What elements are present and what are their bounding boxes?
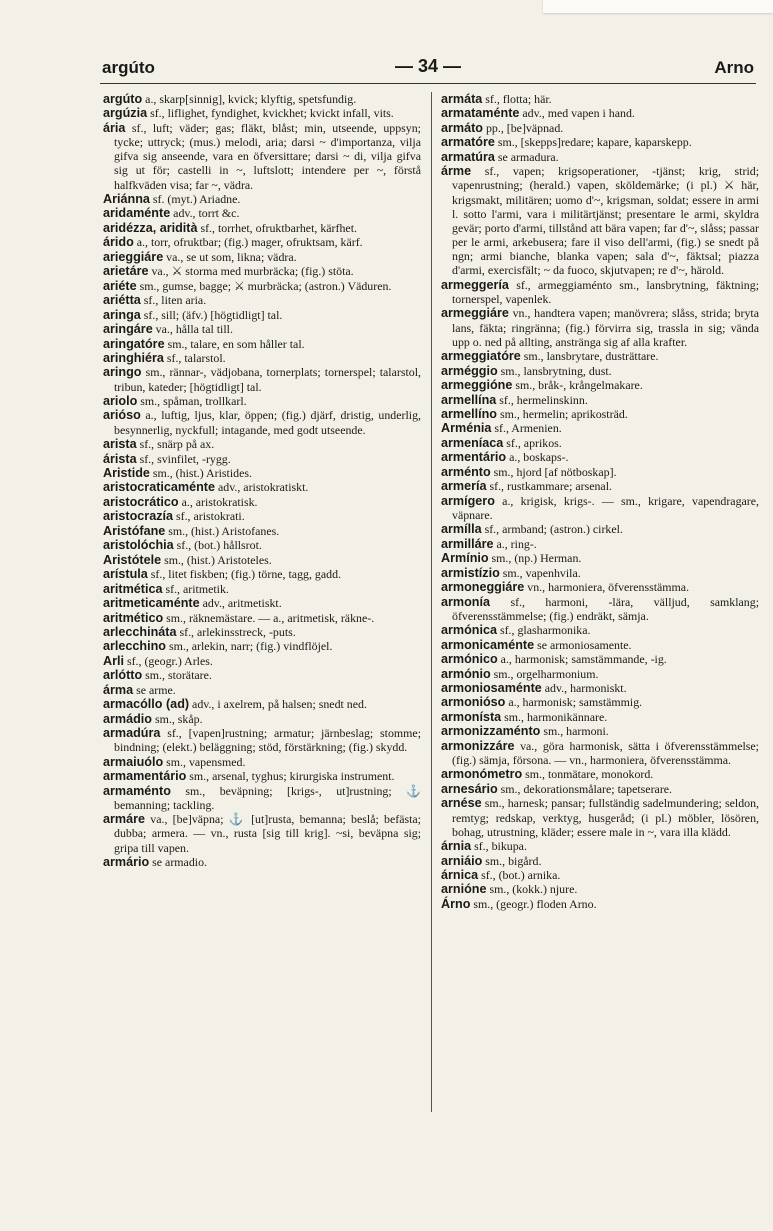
entry-headword: arnesário xyxy=(441,781,498,796)
entry-headword: arista xyxy=(103,437,137,452)
entry-definition: sf., svinfilet, -rygg. xyxy=(136,451,231,466)
dictionary-entry xyxy=(441,580,759,594)
dictionary-entry xyxy=(103,784,421,812)
entry-definition: sm., gumse, bagge; ⚔ murbräcka; (astron.) Väduren. xyxy=(136,278,392,293)
dictionary-entry xyxy=(103,538,421,552)
dictionary-entry xyxy=(103,567,421,581)
entry-headword: armonióso xyxy=(441,695,506,710)
dictionary-entry xyxy=(103,264,421,278)
entry-definition: a., boskaps-. xyxy=(506,450,569,465)
entry-headword: armonía xyxy=(441,594,490,609)
dictionary-entry xyxy=(103,206,421,220)
entry-definition: sm., rännar-, vädjobana, tornerplats; tornerspel; talarstol, tribun, kateder; [högtidligt] tal. xyxy=(114,365,421,394)
dictionary-entry xyxy=(103,452,421,466)
entry-headword: armáta xyxy=(441,92,483,106)
entry-definition: sm., lansbrytare, dusträttare. xyxy=(520,349,659,364)
entry-definition: a., ring-. xyxy=(493,536,537,551)
entry-definition: sf., bikupa. xyxy=(471,839,527,854)
dictionary-entry xyxy=(441,882,759,896)
entry-headword: ariéte xyxy=(103,278,137,293)
entry-headword: árista xyxy=(103,451,137,466)
entry-headword: armónico xyxy=(441,652,498,667)
entry-definition: sf., (bot.) arnika. xyxy=(478,868,561,883)
dictionary-entry xyxy=(441,407,759,421)
dictionary-entry xyxy=(103,712,421,726)
entry-headword: armáto xyxy=(441,120,483,135)
entry-definition: adv., harmoniskt. xyxy=(541,681,627,696)
entry-definition: vn., harmoniera, öfverensstämma. xyxy=(524,580,690,595)
dictionary-entry xyxy=(441,566,759,580)
entry-definition: sm., bigård. xyxy=(482,853,542,868)
entry-definition: va., se ut som, likna; vädra. xyxy=(163,249,297,264)
dictionary-entry xyxy=(103,697,421,711)
entry-definition: sm., [skepps]redare; kapare, kaparskepp. xyxy=(494,135,692,150)
entry-definition: se arme. xyxy=(133,682,176,697)
header-right-guide-word: Arno xyxy=(714,58,754,77)
entry-headword: aridaménte xyxy=(103,206,171,221)
entry-definition: vn., handtera vapen; manövrera; slåss, strida; bryta lans, fäkta; ringränna; (fig.) förvirra sig, trassla in sig; vända upp o. ned på allting, anstränga sig af alla krafter. xyxy=(452,306,759,349)
dictionary-entry xyxy=(103,308,421,322)
entry-headword: armónica xyxy=(441,623,497,638)
entry-headword: armoniosaménte xyxy=(441,681,542,696)
entry-definition: sm., tonmätare, monokord. xyxy=(522,767,654,782)
dictionary-entry xyxy=(103,250,421,264)
entry-definition: sm., talare, en som håller tal. xyxy=(164,336,305,351)
entry-headword: armellína xyxy=(441,392,497,407)
dictionary-entry xyxy=(441,378,759,392)
entry-definition: a., harmonisk; samstämmig. xyxy=(505,695,643,710)
dictionary-entry xyxy=(103,582,421,596)
entry-definition: sm., harnesk; pansar; fullständig sadelmundering; seldon, remtyg; redskap, verktyg, husgeråd; (i pl.) möbler, lösören, bohag, utrustning, kläder; essere male in ~, vara illa klädd. xyxy=(452,796,759,839)
header-rule xyxy=(100,83,756,84)
dictionary-entry xyxy=(103,639,421,653)
dictionary-entry xyxy=(103,611,421,625)
dictionary-entry xyxy=(441,494,759,522)
entry-headword: aringatóre xyxy=(103,336,165,351)
dictionary-entry xyxy=(103,106,421,120)
dictionary-entry xyxy=(103,293,421,307)
entry-definition: sf., armeggiaménto sm., lansbrytning, fäktning; tornerspel, vapenlek. xyxy=(452,277,759,306)
entry-definition: adv., med vapen i hand. xyxy=(519,106,635,121)
entry-definition: a., torr, ofruktbar; (fig.) mager, ofruktsam, kärf. xyxy=(133,235,363,250)
entry-definition: pp., [be]väpnad. xyxy=(483,120,564,135)
dictionary-entry xyxy=(441,710,759,724)
entry-headword: armaménto xyxy=(103,783,171,798)
entry-definition: sm., vapensmed. xyxy=(163,754,246,769)
entry-headword: armataménte xyxy=(441,106,520,121)
dictionary-entry xyxy=(103,121,421,192)
entry-headword: arlecchináta xyxy=(103,624,177,639)
dictionary-entry xyxy=(441,393,759,407)
entry-definition: sf., arlekinsstreck, -puts. xyxy=(176,624,296,639)
dictionary-entry xyxy=(103,408,421,436)
entry-headword: Aristide xyxy=(103,466,150,480)
dictionary-entry xyxy=(441,638,759,652)
dictionary-entry xyxy=(103,668,421,682)
entry-headword: armamentário xyxy=(103,769,187,784)
entry-definition: sf., [vapen]rustning; armatur; järnbeslag; stomme; bindning; (elekt.) beläggning; stöd, förstärkning; (fig.) skydd. xyxy=(114,726,421,755)
entry-headword: arietáre xyxy=(103,264,149,279)
dictionary-entry xyxy=(103,365,421,393)
dictionary-entry xyxy=(103,769,421,783)
entry-definition: va., göra harmonisk, sätta i öfverensstämmelse; (fig.) sämja, försona. — vn., harmoniera, öfverensstämma. xyxy=(452,738,759,767)
dictionary-entry xyxy=(103,235,421,249)
dictionary-entry xyxy=(103,92,421,106)
entry-headword: armoneggiáre xyxy=(441,580,525,595)
entry-definition: a., luftig, ljus, klar, öppen; (fig.) djärf, dristig, underlig, besynnerlig, nyckfull; intagande, med godt utseende. xyxy=(114,408,421,437)
entry-headword: arióso xyxy=(103,408,141,423)
dictionary-entry xyxy=(103,437,421,451)
entry-headword: ariolo xyxy=(103,394,138,409)
entry-definition: sm., arlekin, narr; (fig.) vindflöjel. xyxy=(166,639,333,654)
entry-definition: sf., (bot.) hållsrot. xyxy=(173,538,262,553)
entry-headword: árma xyxy=(103,682,134,697)
entry-definition: sf., flotta; här. xyxy=(482,92,552,106)
entry-headword: aristocrazía xyxy=(103,509,174,524)
dictionary-entry xyxy=(103,279,421,293)
entry-headword: Arménia xyxy=(441,421,492,436)
dictionary-entry xyxy=(103,524,421,538)
entry-headword: armacóllo (ad) xyxy=(103,697,190,712)
dictionary-entry xyxy=(441,868,759,882)
entry-headword: aringa xyxy=(103,307,141,322)
entry-definition: sm., dekorationsmålare; tapetserare. xyxy=(497,781,673,796)
entry-definition: sm., (np.) Herman. xyxy=(488,551,582,566)
dictionary-entry xyxy=(441,695,759,709)
entry-definition: va., [be]väpna; ⚓ [ut]rusta, bemanna; beslå; befästa; dubba; armera. — vn., rusta [sig till krig]. ~si, beväpna sig; gripa till vapen. xyxy=(114,812,421,855)
entry-headword: armonómetro xyxy=(441,767,523,782)
dictionary-entry xyxy=(441,724,759,738)
entry-definition: sf., talarstol. xyxy=(163,350,226,365)
entry-headword: Armínio xyxy=(441,551,489,566)
entry-headword: arístula xyxy=(103,567,148,582)
dictionary-entry xyxy=(441,364,759,378)
dictionary-entry xyxy=(441,537,759,551)
entry-definition: sm., räknemästare. — a., aritmetisk, räkne-. xyxy=(163,610,375,625)
entry-headword: arméggio xyxy=(441,363,498,378)
dictionary-entry xyxy=(441,479,759,493)
entry-definition: adv., aritmetiskt. xyxy=(199,596,282,611)
dictionary-entry xyxy=(441,306,759,348)
dictionary-entry xyxy=(103,337,421,351)
dictionary-entry xyxy=(441,551,759,565)
entry-headword: Árno xyxy=(441,896,471,911)
entry-definition: sf., (geogr.) Arles. xyxy=(124,653,213,668)
entry-headword: arnióne xyxy=(441,882,487,897)
entry-headword: armaiuólo xyxy=(103,754,164,769)
dictionary-entry xyxy=(441,739,759,767)
entry-headword: armeggióne xyxy=(441,378,513,393)
dictionary-entry xyxy=(103,480,421,494)
entry-headword: argúto xyxy=(103,92,143,106)
entry-definition: sf., luft; väder; gas; fläkt, blåst; min, utseende, uppsyn; tycke; uttryck; (mus.) melodi, aria; darsi ~ d'importanza, vilja gifva sig anseende, vara en öfversittare; darsi ~ di, vilja gifva sig ut för; castelli in ~, luftslott; intendere per ~, förstå halfkväden visa; far ~, vädra. xyxy=(114,120,421,192)
entry-definition: sf., vapen; krigsoperationer, -tjänst; krig, strid; vapenrustning; (herald.) vapen, sköldemärke; (i pl.) ⚔ här, krigsmakt, militären; uomo d'~, krigsman, soldat; essere in armi l. sotto l'armi, vara i militärtjänst; presentare le armi, skyldra gevär; porto d'armi, tillstånd att bära vapen; far d'~, slåss; passar per le armi, arkebusera; fare il viso dell'armi, (fig.) se snedt på ngn; armi bianche, blanka vapen; sala d'~, fäktsal; piazza d'armi, exercisfält; ~ da fuoco, skjutvapen; re d'~, härold. xyxy=(452,164,759,278)
entry-headword: armário xyxy=(103,855,150,870)
entry-definition: sm., bråk-, krångelmakare. xyxy=(512,378,643,393)
entry-headword: árnia xyxy=(441,839,472,854)
entry-definition: sf., snärp på ax. xyxy=(136,437,215,452)
dictionary-entry xyxy=(441,839,759,853)
entry-headword: árnica xyxy=(441,868,479,883)
entry-headword: aristolóchia xyxy=(103,538,174,553)
entry-headword: armonísta xyxy=(441,709,502,724)
entry-definition: se armoniosamente. xyxy=(534,637,632,652)
entry-headword: armígero xyxy=(441,493,495,508)
page-header xyxy=(102,52,754,82)
dictionary-entry xyxy=(103,322,421,336)
entry-definition: sm., skåp. xyxy=(152,711,203,726)
entry-headword: aritmético xyxy=(103,610,164,625)
dictionary-entry xyxy=(103,726,421,754)
entry-definition: adv., torrt &c. xyxy=(170,206,240,221)
entry-definition: se armadio. xyxy=(149,855,207,870)
entry-headword: armónio xyxy=(441,666,491,681)
entry-definition: sf., liten aria. xyxy=(140,293,207,308)
entry-definition: sm., (geogr.) floden Arno. xyxy=(470,896,597,911)
entry-headword: Arli xyxy=(103,653,124,668)
entry-headword: ária xyxy=(103,120,126,135)
left-column xyxy=(103,92,421,870)
dictionary-entry xyxy=(441,106,759,120)
entry-definition: sm., hjord [af nötboskap]. xyxy=(490,464,617,479)
page-corner-tab xyxy=(543,0,773,13)
entry-headword: armádio xyxy=(103,711,152,726)
entry-headword: armeníaca xyxy=(441,435,504,450)
dictionary-entry xyxy=(441,450,759,464)
entry-headword: armonicaménte xyxy=(441,637,535,652)
dictionary-entry xyxy=(441,595,759,623)
dictionary-entry xyxy=(103,553,421,567)
entry-definition: adv., aristokratiskt. xyxy=(215,480,309,495)
entry-headword: armatúra xyxy=(441,149,495,164)
entry-headword: armadúra xyxy=(103,726,161,741)
entry-headword: armería xyxy=(441,479,487,494)
entry-definition: sf., armband; (astron.) cirkel. xyxy=(481,522,623,537)
dictionary-entry xyxy=(441,421,759,435)
dictionary-entry xyxy=(103,755,421,769)
dictionary-entry xyxy=(441,681,759,695)
dictionary-entry xyxy=(441,767,759,781)
entry-headword: armistízio xyxy=(441,565,500,580)
entry-definition: sf. (myt.) Ariadne. xyxy=(149,191,241,206)
entry-definition: sf., liflighet, fyndighet, kvickhet; kvickt infall, vits. xyxy=(147,106,394,121)
dictionary-entry xyxy=(103,351,421,365)
entry-definition: sf., harmoni, -lära, välljud, samklang; öfverensstämmelse; (fig.) endräkt, sämja. xyxy=(452,594,759,623)
dictionary-entry xyxy=(103,466,421,480)
entry-definition: va., hålla tal till. xyxy=(152,322,233,337)
entry-headword: aringo xyxy=(103,365,142,380)
entry-definition: sf., litet fiskben; (fig.) törne, tagg, gadd. xyxy=(147,567,341,582)
dictionary-entry xyxy=(441,667,759,681)
entry-headword: armonizzaménto xyxy=(441,724,541,739)
column-divider xyxy=(431,92,432,1112)
entry-definition: sf., rustkammare; arsenal. xyxy=(486,479,612,494)
entry-headword: aritmeticaménte xyxy=(103,596,200,611)
dictionary-entry xyxy=(441,164,759,277)
entry-headword: armílla xyxy=(441,522,482,537)
entry-definition: sm., orgelharmonium. xyxy=(490,666,599,681)
entry-headword: armonizzáre xyxy=(441,738,515,753)
entry-headword: armilláre xyxy=(441,536,494,551)
right-column xyxy=(441,92,759,911)
entry-definition: sf., aristokrati. xyxy=(173,509,245,524)
entry-headword: árme xyxy=(441,164,472,179)
entry-headword: armellíno xyxy=(441,407,497,421)
entry-definition: se armadura. xyxy=(494,149,559,164)
entry-headword: aristocraticaménte xyxy=(103,480,215,495)
entry-definition: sm., hermelin; aprikosträd. xyxy=(497,407,628,421)
entry-headword: Aristófane xyxy=(103,523,166,538)
dictionary-entry xyxy=(103,221,421,235)
entry-definition: sf., hermelinskinn. xyxy=(496,392,588,407)
entry-headword: armáre xyxy=(103,812,146,827)
entry-headword: aridézza, aridità xyxy=(103,220,198,235)
entry-definition: sf., sill; (äfv.) [högtidligt] tal. xyxy=(140,307,283,322)
entry-definition: sm., lansbrytning, dust. xyxy=(497,363,612,378)
dictionary-entry xyxy=(103,596,421,610)
dictionary-entry xyxy=(441,278,759,306)
header-left-guide-word: argúto xyxy=(102,58,155,77)
entry-definition: a., krigisk, krigs-. — sm., krigare, vapendragare, väpnare. xyxy=(452,493,759,522)
page-number: — 34 — xyxy=(394,56,462,76)
entry-definition: sm., arsenal, tyghus; kirurgiska instrument. xyxy=(186,769,395,784)
dictionary-entry xyxy=(441,782,759,796)
entry-headword: armeggería xyxy=(441,277,509,292)
entry-definition: sm., storätare. xyxy=(142,668,212,683)
dictionary-entry xyxy=(103,495,421,509)
dictionary-entry xyxy=(441,349,759,363)
entry-headword: aritmética xyxy=(103,581,163,596)
entry-definition: adv., i axelrem, på halsen; snedt ned. xyxy=(189,697,367,712)
entry-headword: armatóre xyxy=(441,135,495,150)
entry-definition: sm., vapenhvila. xyxy=(499,565,581,580)
entry-headword: armentário xyxy=(441,450,507,465)
dictionary-entry xyxy=(441,652,759,666)
dictionary-entry xyxy=(103,855,421,869)
entry-headword: arlótto xyxy=(103,668,143,683)
entry-headword: argúzia xyxy=(103,106,148,121)
entry-definition: a., skarp[sinnig], kvick; klyftig, spetsfundig. xyxy=(142,92,357,106)
dictionary-entry xyxy=(441,150,759,164)
dictionary-entry xyxy=(103,683,421,697)
entry-definition: sm., spåman, trollkarl. xyxy=(137,394,247,409)
dictionary-entry xyxy=(441,465,759,479)
entry-definition: sf., glasharmonika. xyxy=(497,623,591,638)
dictionary-entry xyxy=(441,522,759,536)
dictionary-entry xyxy=(103,192,421,206)
dictionary-entry xyxy=(103,625,421,639)
dictionary-entry xyxy=(441,436,759,450)
entry-definition: sf., aprikos. xyxy=(503,435,562,450)
dictionary-entry xyxy=(441,796,759,838)
entry-headword: arieggiáre xyxy=(103,249,164,264)
entry-headword: árido xyxy=(103,235,134,250)
dictionary-entry xyxy=(441,121,759,135)
entry-headword: armeggiatóre xyxy=(441,349,521,364)
entry-definition: sf., aritmetik. xyxy=(162,581,229,596)
dictionary-entry xyxy=(441,897,759,911)
entry-headword: arnése xyxy=(441,796,482,811)
entry-headword: Aristótele xyxy=(103,552,162,567)
entry-headword: Ariánna xyxy=(103,191,150,206)
entry-headword: arniáio xyxy=(441,853,483,868)
entry-definition: a., harmonisk; samstämmande, -ig. xyxy=(497,652,667,667)
entry-headword: arlecchino xyxy=(103,639,166,654)
dictionary-entry xyxy=(441,623,759,637)
entry-definition: sm., (hist.) Aristoteles. xyxy=(161,552,272,567)
entry-headword: arménto xyxy=(441,464,491,479)
entry-headword: aringáre xyxy=(103,322,153,337)
dictionary-entry xyxy=(441,854,759,868)
dictionary-entry xyxy=(103,654,421,668)
dictionary-entry xyxy=(441,92,759,106)
entry-definition: sm., (hist.) Aristofanes. xyxy=(165,523,280,538)
entry-definition: sm., harmoni. xyxy=(540,724,609,739)
entry-headword: armeggiáre xyxy=(441,306,509,321)
dictionary-entry xyxy=(103,394,421,408)
entry-definition: sf., Armenien. xyxy=(491,421,562,436)
entry-definition: sf., torrhet, ofruktbarhet, kärfhet. xyxy=(197,220,357,235)
dictionary-entry xyxy=(441,135,759,149)
entry-headword: aristocrático xyxy=(103,494,179,509)
entry-headword: ariétta xyxy=(103,293,141,308)
dictionary-entry xyxy=(103,812,421,854)
entry-definition: a., aristokratisk. xyxy=(178,494,258,509)
dictionary-entry xyxy=(103,509,421,523)
entry-definition: sm., beväpning; [krigs-, ut]rustning; ⚓ bemanning; tackling. xyxy=(114,783,421,812)
entry-headword: aringhiéra xyxy=(103,350,164,365)
entry-definition: va., ⚔ storma med murbräcka; (fig.) stöta. xyxy=(148,264,354,279)
entry-definition: sm., harmonikännare. xyxy=(501,709,608,724)
entry-definition: sm., (kokk.) njure. xyxy=(486,882,578,897)
entry-definition: sm., (hist.) Aristides. xyxy=(149,466,252,480)
